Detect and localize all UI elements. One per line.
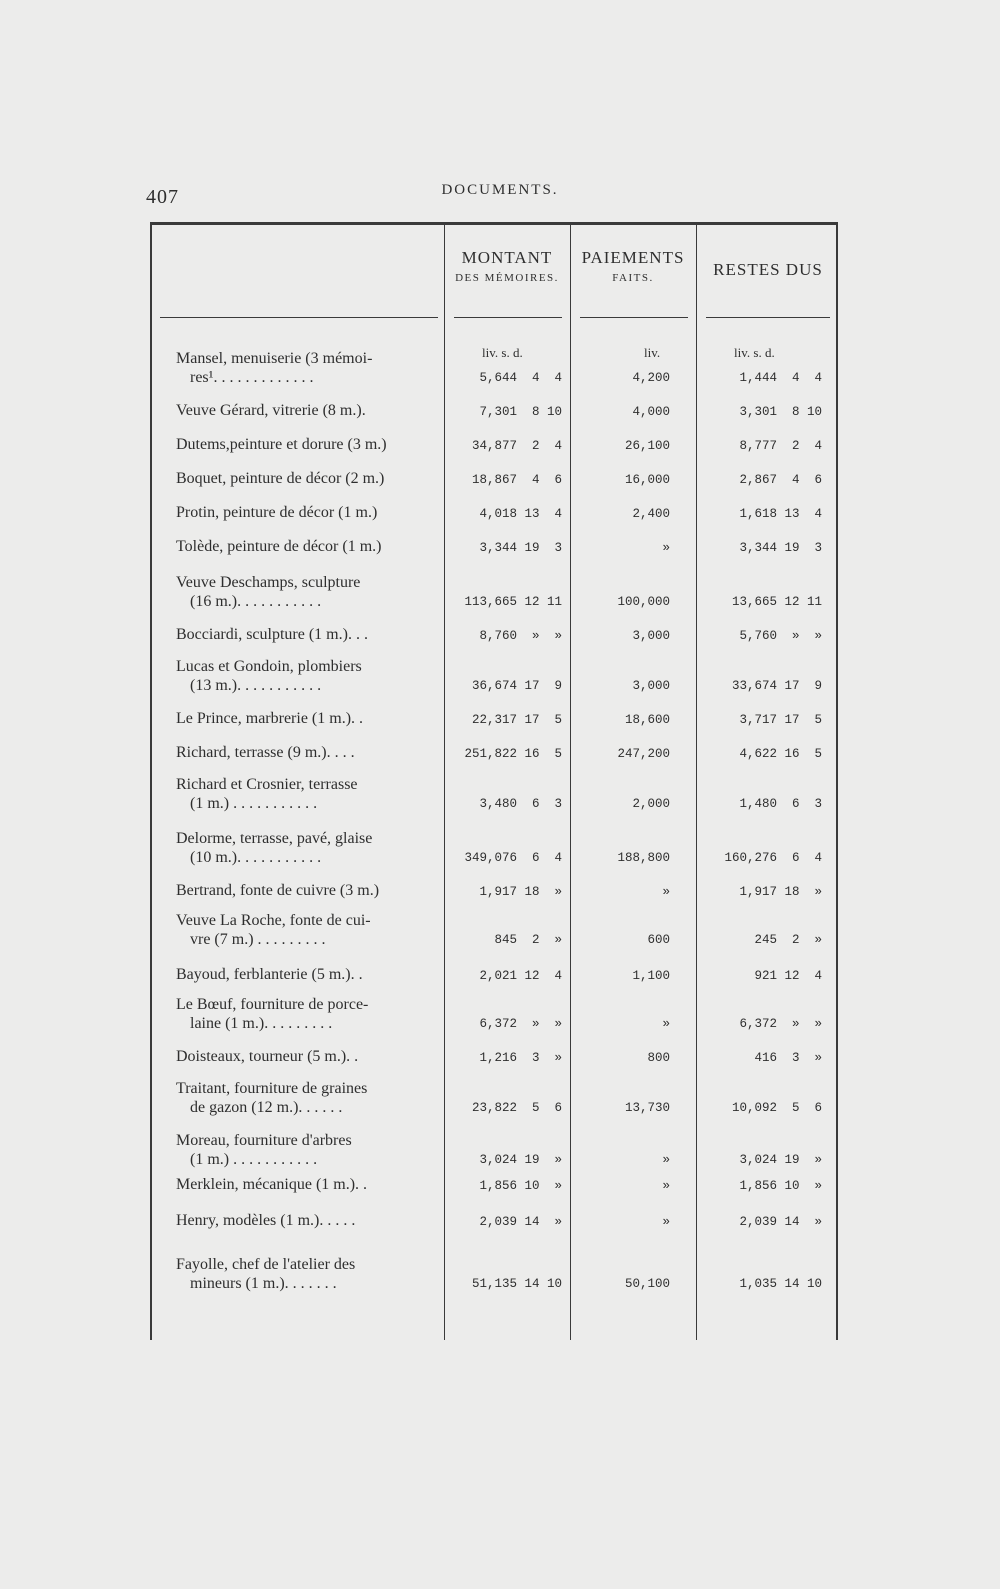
cell-montant: 4,018 13 4: [479, 507, 562, 521]
entry-name-line1: Veuve Deschamps, sculpture: [176, 574, 361, 591]
column-divider: [570, 225, 571, 1340]
entry-name-line1: Moreau, fourniture d'arbres: [176, 1132, 352, 1149]
units-restes: liv. s. d.: [734, 345, 775, 360]
entry-name: [176, 1175, 438, 1194]
cell-restes: 1,035 14 10: [739, 1277, 822, 1291]
units-paiements: liv.: [644, 345, 661, 360]
cell-montant: 845 2 »: [494, 933, 562, 947]
header-rule: [706, 317, 830, 318]
entry-name-line1: Tolède, peinture de décor (1 m.): [176, 538, 382, 555]
cell-restes: 921 12 4: [754, 969, 822, 983]
entry-name-line2: vre (7 m.) . . . . . . . . .: [190, 931, 326, 948]
cell-restes: 4,622 16 5: [739, 747, 822, 761]
cell-montant: 3,344 19 3: [479, 541, 562, 555]
cell-restes: 160,276 6 4: [724, 851, 822, 865]
entry-name: [176, 1211, 438, 1230]
cell-restes: 13,665 12 11: [731, 595, 822, 609]
entry-name-line2: (16 m.). . . . . . . . . . .: [190, 593, 322, 610]
entry-name-line1: Bayoud, ferblanterie (5 m.). .: [176, 966, 363, 983]
cell-montant: 51,135 14 10: [471, 1277, 562, 1291]
cell-restes: 3,301 8 10: [739, 405, 822, 419]
cell-paiements: 18,600: [624, 713, 670, 727]
cell-montant: 18,867 4 6: [471, 473, 562, 487]
entry-name-line1: Boquet, peinture de décor (2 m.): [176, 470, 385, 487]
cell-montant: 34,877 2 4: [471, 439, 562, 453]
cell-restes: 6,372 » »: [739, 1017, 822, 1031]
cell-paiements: »: [662, 885, 670, 899]
cell-restes: 2,039 14 »: [739, 1215, 822, 1229]
entry-name: [176, 775, 438, 813]
entry-name: [176, 709, 438, 728]
cell-paiements: »: [662, 541, 670, 555]
cell-restes: 33,674 17 9: [731, 679, 822, 693]
cell-paiements: 4,200: [632, 371, 670, 385]
cell-restes: 10,092 5 6: [731, 1101, 822, 1115]
header-montant: MONTANT DES MÉMOIRES.: [455, 248, 559, 285]
cell-paiements: »: [662, 1017, 670, 1031]
cell-paiements: 600: [647, 933, 670, 947]
cell-restes: 1,856 10 »: [739, 1179, 822, 1193]
entry-name: [176, 401, 438, 420]
entry-name: [176, 573, 438, 611]
cell-paiements: »: [662, 1215, 670, 1229]
cell-montant: 6,372 » »: [479, 1017, 562, 1031]
cell-restes: 1,480 6 3: [739, 797, 822, 811]
entry-name: [176, 435, 438, 454]
cell-paiements: 16,000: [624, 473, 670, 487]
cell-restes: 416 3 »: [754, 1051, 822, 1065]
cell-montant: 251,822 16 5: [464, 747, 562, 761]
cell-restes: 3,024 19 »: [739, 1153, 822, 1167]
entry-name: [176, 537, 438, 556]
entry-name-line2: res¹. . . . . . . . . . . . .: [190, 369, 314, 386]
cell-paiements: »: [662, 1179, 670, 1193]
cell-montant: 36,674 17 9: [471, 679, 562, 693]
entry-name-line1: Doisteaux, tourneur (5 m.). .: [176, 1048, 359, 1065]
entry-name-line1: Dutems,peinture et dorure (3 m.): [176, 436, 387, 453]
cell-paiements: 50,100: [624, 1277, 670, 1291]
cell-montant: 5,644 4 4: [479, 371, 562, 385]
entry-name-line1: Veuve La Roche, fonte de cui-: [176, 912, 371, 929]
cell-restes: 3,344 19 3: [739, 541, 822, 555]
cell-paiements: 2,000: [632, 797, 670, 811]
cell-montant: 2,021 12 4: [479, 969, 562, 983]
cell-montant: 23,822 5 6: [471, 1101, 562, 1115]
cell-paiements: 800: [647, 1051, 670, 1065]
column-divider: [444, 225, 445, 1340]
page-number: 407: [146, 186, 179, 208]
entry-name-line1: Richard, terrasse (9 m.). . . .: [176, 744, 355, 761]
cell-restes: 3,717 17 5: [739, 713, 822, 727]
entry-name-line1: Henry, modèles (1 m.). . . . .: [176, 1212, 356, 1229]
cell-paiements: 188,800: [617, 851, 670, 865]
entry-name-line1: Bocciardi, sculpture (1 m.). . .: [176, 626, 368, 643]
cell-montant: 8,760 » »: [479, 629, 562, 643]
entry-name-line1: Fayolle, chef de l'atelier des: [176, 1256, 356, 1273]
entry-name-line1: Merklein, mécanique (1 m.). .: [176, 1176, 368, 1193]
entry-name: [176, 1047, 438, 1066]
entry-name: [176, 829, 438, 867]
entry-name-line2: (1 m.) . . . . . . . . . . .: [190, 795, 318, 812]
cell-montant: 1,216 3 »: [479, 1051, 562, 1065]
header-rule: [580, 317, 688, 318]
entry-name-line1: Lucas et Gondoin, plombiers: [176, 658, 362, 675]
cell-paiements: 247,200: [617, 747, 670, 761]
entry-name-line1: Veuve Gérard, vitrerie (8 m.).: [176, 402, 366, 419]
cell-restes: 2,867 4 6: [739, 473, 822, 487]
cell-montant: 1,856 10 »: [479, 1179, 562, 1193]
cell-montant: 22,317 17 5: [471, 713, 562, 727]
running-title: DOCUMENTS.: [441, 182, 559, 198]
entry-name-line1: Bertrand, fonte de cuivre (3 m.): [176, 882, 380, 899]
cell-paiements: 26,100: [624, 439, 670, 453]
cell-montant: 7,301 8 10: [479, 405, 562, 419]
cell-montant: 349,076 6 4: [464, 851, 562, 865]
header-rule: [454, 317, 562, 318]
entry-name: [176, 625, 438, 644]
entry-name: [176, 743, 438, 762]
entry-name-line1: Le Prince, marbrerie (1 m.). .: [176, 710, 364, 727]
cell-restes: 5,760 » »: [739, 629, 822, 643]
column-divider: [696, 225, 697, 1340]
entry-name: [176, 469, 438, 488]
cell-restes: 8,777 2 4: [739, 439, 822, 453]
cell-montant: 3,024 19 »: [479, 1153, 562, 1167]
entry-name-line1: Traitant, fourniture de graines: [176, 1080, 368, 1097]
entry-name-line1: Le Bœuf, fourniture de porce-: [176, 996, 369, 1013]
cell-restes: 1,618 13 4: [739, 507, 822, 521]
cell-paiements: »: [662, 1153, 670, 1167]
entry-name-line2: (13 m.). . . . . . . . . . .: [190, 677, 322, 694]
units-montant: liv. s. d.: [482, 345, 523, 360]
entry-name: [176, 349, 438, 387]
entry-name-line1: Richard et Crosnier, terrasse: [176, 776, 358, 793]
entry-name-line2: mineurs (1 m.). . . . . . .: [190, 1275, 337, 1292]
entry-name-line2: laine (1 m.). . . . . . . . .: [190, 1015, 333, 1032]
entry-name: [176, 657, 438, 695]
cell-paiements: 2,400: [632, 507, 670, 521]
entry-name-line2: de gazon (12 m.). . . . . .: [190, 1099, 343, 1116]
entry-name: [176, 995, 438, 1033]
header-paiements: PAIEMENTS FAITS.: [581, 248, 685, 285]
entry-name: [176, 881, 438, 900]
entry-name-line2: (10 m.). . . . . . . . . . .: [190, 849, 322, 866]
cell-paiements: 13,730: [624, 1101, 670, 1115]
entry-name: [176, 1131, 438, 1169]
accounts-table: [150, 222, 838, 1340]
header-restes: RESTES DUS: [713, 260, 823, 279]
cell-restes: 245 2 »: [754, 933, 822, 947]
entry-name-line1: Delorme, terrasse, pavé, glaise: [176, 830, 373, 847]
cell-paiements: 100,000: [617, 595, 670, 609]
entry-name-line1: Mansel, menuiserie (3 mémoi-: [176, 350, 373, 367]
header-rule: [160, 317, 438, 318]
cell-montant: 3,480 6 3: [479, 797, 562, 811]
cell-paiements: 3,000: [632, 679, 670, 693]
entry-name: [176, 503, 438, 522]
entry-name: [176, 911, 438, 949]
cell-montant: 1,917 18 »: [479, 885, 562, 899]
cell-paiements: 4,000: [632, 405, 670, 419]
entry-name: [176, 965, 438, 984]
cell-montant: 113,665 12 11: [464, 595, 562, 609]
entry-name: [176, 1079, 438, 1117]
cell-paiements: 1,100: [632, 969, 670, 983]
cell-restes: 1,917 18 »: [739, 885, 822, 899]
cell-montant: 2,039 14 »: [479, 1215, 562, 1229]
entry-name-line1: Protin, peinture de décor (1 m.): [176, 504, 378, 521]
entry-name-line2: (1 m.) . . . . . . . . . . .: [190, 1151, 318, 1168]
entry-name: [176, 1255, 438, 1293]
cell-restes: 1,444 4 4: [739, 371, 822, 385]
cell-paiements: 3,000: [632, 629, 670, 643]
